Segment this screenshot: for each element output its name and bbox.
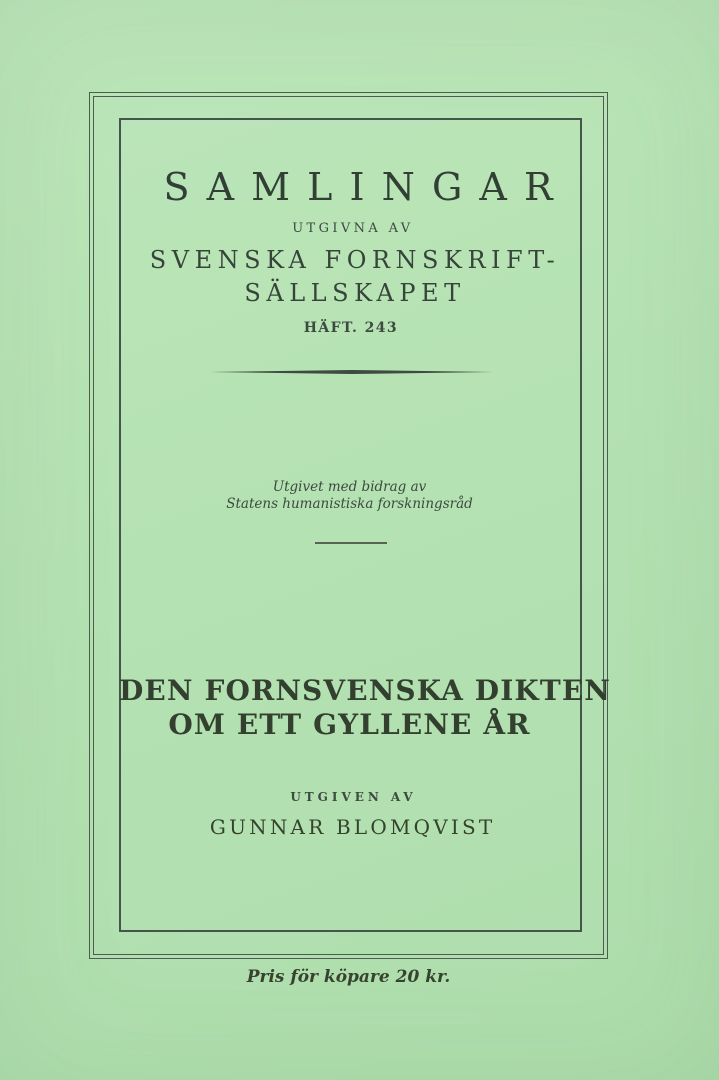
- price-note: Pris för köpare 20 kr.: [246, 967, 451, 987]
- short-divider-rule: [315, 542, 387, 544]
- work-title-line2: OM ETT GYLLENE ÅR: [168, 708, 531, 741]
- society-name-line2: SÄLLSKAPET: [244, 279, 466, 307]
- issue-number: HÄFT. 243: [303, 320, 398, 336]
- society-name-line1: SVENSKA FORNSKRIFT-: [149, 246, 561, 274]
- edited-by-line: UTGIVEN AV: [290, 790, 417, 804]
- series-title: SAMLINGAR: [163, 165, 570, 209]
- grant-credit-line2: Statens humanistiska forskningsråd: [226, 495, 473, 512]
- editor-name: GUNNAR BLOMQVIST: [209, 815, 496, 839]
- grant-credit-line1: Utgivet med bidrag av: [272, 479, 427, 495]
- cover-inner-frame: [119, 118, 611, 932]
- work-title: [119, 674, 611, 742]
- grant-credit: [119, 479, 580, 512]
- publisher-line: UTGIVNA AV: [292, 221, 414, 236]
- work-title-line1: DEN FORNSVENSKA DIKTEN: [119, 674, 611, 707]
